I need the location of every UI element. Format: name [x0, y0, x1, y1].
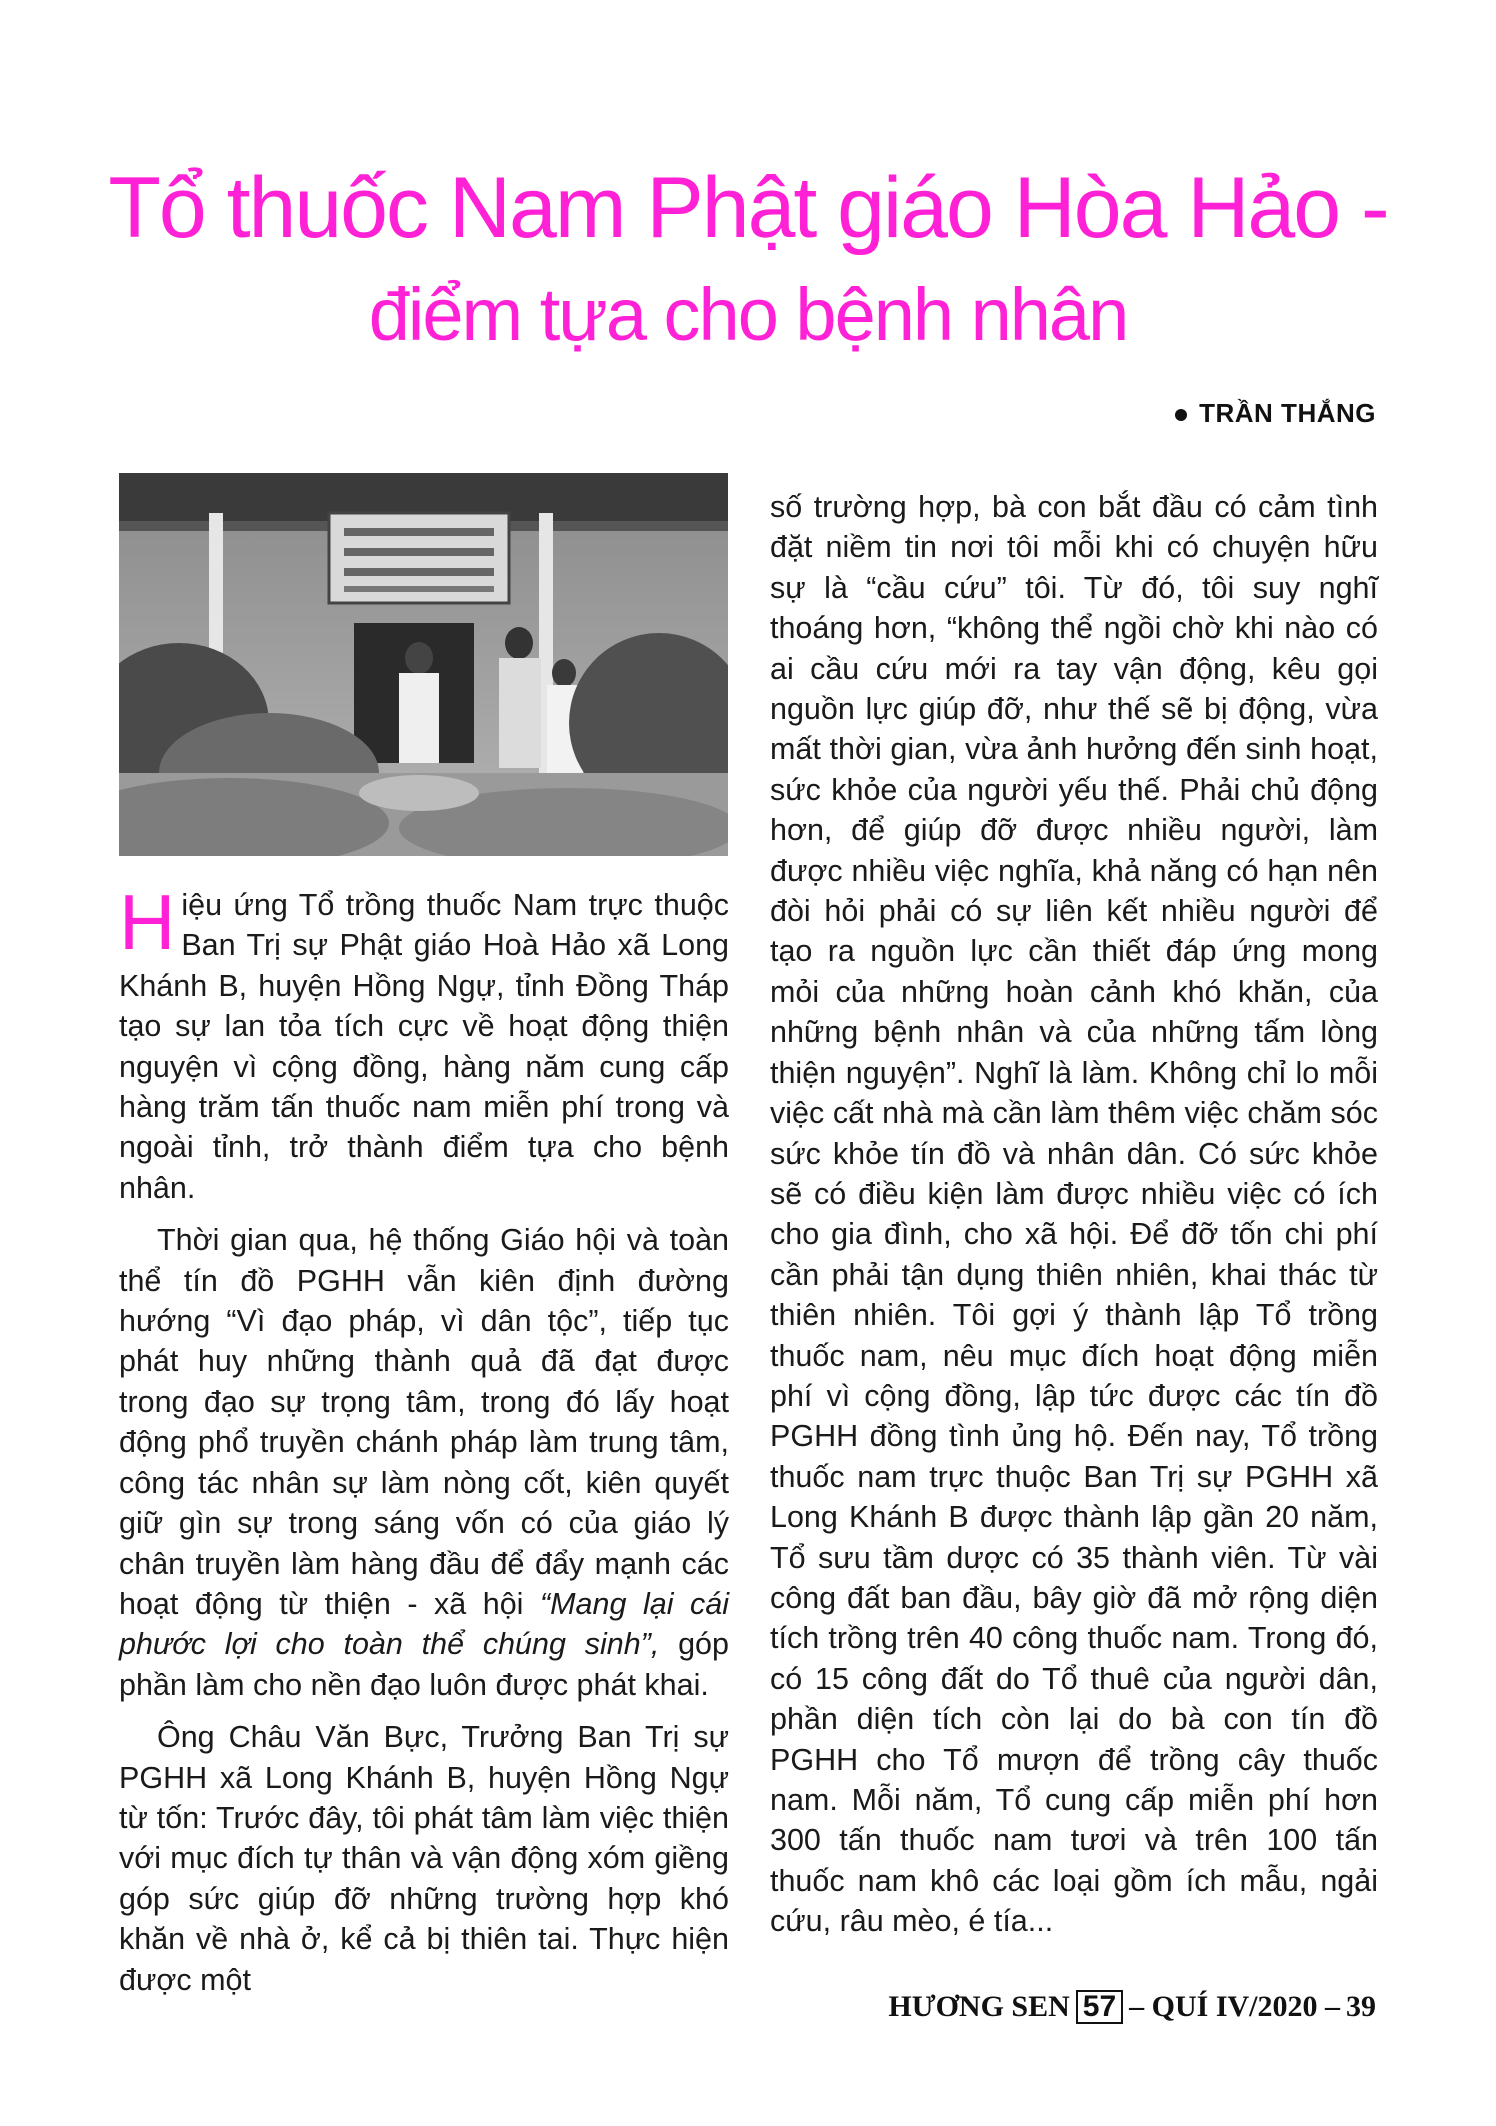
issue-period: – QUÍ IV/2020 –: [1129, 1990, 1340, 2023]
article-column-left: [119, 878, 729, 2000]
paragraph-2-text: Thời gian qua, hệ thống Giáo hội và toàn thể tín đồ PGHH vẫn kiên định đường hướng “Vì đạo pháp, vì dân tộc”, tiếp tục phát huy những thành quả đã đạt được trong đạo sự trọng tâm, trong đó lấy hoạt động phổ truyền chánh pháp làm trung tâm, công tác nhân sự làm nòng cốt, kiên quyết giữ gìn sự trong sáng vốn có của giáo lý chân truyền làm hàng đầu để đẩy mạnh các hoạt động từ thiện - xã hội: [119, 1223, 729, 1621]
page-footer: [888, 1990, 1376, 2024]
quote-italic: “Mang lại cái phước lợi cho toàn thể chúng sinh”,: [119, 1586, 729, 1662]
paragraph-2-text-end: góp phần làm cho nền đạo luôn được phát khai.: [119, 1627, 729, 1702]
article-photo: [119, 473, 728, 856]
page-number: 39: [1346, 1990, 1376, 2023]
magazine-name: HƯƠNG SEN: [888, 1990, 1070, 2023]
paragraph-intro-text: iệu ứng Tổ trồng thuốc Nam trực thuộc Ban Trị sự Phật giáo Hoà Hảo xã Long Khánh B, huyện Hồng Ngự, tỉnh Đồng Tháp tạo sự lan tỏa tích cực về hoạt động thiện nguyện vì cộng đồng, hàng năm cung cấp hàng trăm tấn thuốc nam miễn phí trong và ngoài tỉnh, trở thành điểm tựa cho bệnh nhân.: [119, 888, 729, 1205]
article-title-line1: Tổ thuốc Nam Phật giáo Hòa Hảo -: [108, 160, 1388, 256]
article-column-right: [770, 487, 1378, 1942]
paragraph-3: Ông Châu Văn Bực, Trưởng Ban Trị sự PGHH xã Long Khánh B, huyện Hồng Ngự từ tốn: Trước đây, tôi phát tâm làm việc thiện với mục đích tự thân và vận động xóm giềng góp sức giúp đỡ những trường hợp khó khăn về nhà ở, kể cả bị thiên tai. Thực hiện được một: [119, 1720, 729, 1997]
issue-number: 57: [1076, 1990, 1123, 2024]
paragraph-intro: [119, 878, 729, 1208]
paragraph-4: số trường hợp, bà con bắt đầu có cảm tình đặt niềm tin nơi tôi mỗi khi có chuyện hữu sự là “cầu cứu” tôi. Từ đó, tôi suy nghĩ thoáng hơn, “không thể ngồi chờ khi nào có ai cầu cứu mới ra tay vận động, kêu gọi nguồn lực giúp đỡ, như thế sẽ bị động, vừa mất thời gian, vừa ảnh hưởng đến sinh hoạt, sức khỏe của người yếu thế. Phải chủ động hơn, để giúp đỡ được nhiều người, làm được nhiều việc nghĩa, khả năng có hạn nên đòi hỏi phải có sự liên kết nhiều người để tạo ra nguồn lực cần thiết đáp ứng mong mỏi của những hoàn cảnh khó khăn, của những bệnh nhân và của những tấm lòng thiện nguyện”. Nghĩ là làm. Không chỉ lo mỗi việc cất nhà mà cần làm thêm việc chăm sóc sức khỏe tín đồ và nhân dân. Có sức khỏe sẽ có điều kiện làm được nhiều việc có ích cho gia đình, cho xã hội. Để đỡ tốn chi phí cần phải tận dụng thiên nhiên, khai thác từ thiên nhiên. Tôi gợi ý thành lập Tổ trồng thuốc nam, nêu mục đích hoạt động miễn phí vì cộng đồng, lập tức được các tín đồ PGHH đồng tình ủng hộ. Đến nay, Tổ trồng thuốc nam trực thuộc Ban Trị sự PGHH xã Long Khánh B được thành lập gần 20 năm, Tổ sưu tầm dược có 35 thành viên. Từ vài công đất ban đầu, bây giờ đã mở rộng diện tích trồng trên 40 công thuốc nam. Trong đó, có 15 công đất do Tổ thuê của người dân, phần diện tích còn lại do bà con tín đồ PGHH cho Tổ mượn để trồng cây thuốc nam. Mỗi năm, Tổ cung cấp miễn phí hơn 300 tấn thuốc nam tươi và trên 100 tấn thuốc nam khô các loại gồm ích mẫu, ngải cứu, râu mèo, é tía...: [770, 490, 1378, 1939]
bullet-icon: [1175, 409, 1187, 421]
article-title-line2: điểm tựa cho bệnh nhân: [368, 273, 1128, 356]
photo-image: [119, 473, 728, 856]
paragraph-2: [119, 1220, 729, 1705]
drop-cap: H: [119, 878, 176, 966]
author-name: TRẦN THẮNG: [1199, 398, 1376, 428]
author-byline: [1175, 398, 1376, 429]
